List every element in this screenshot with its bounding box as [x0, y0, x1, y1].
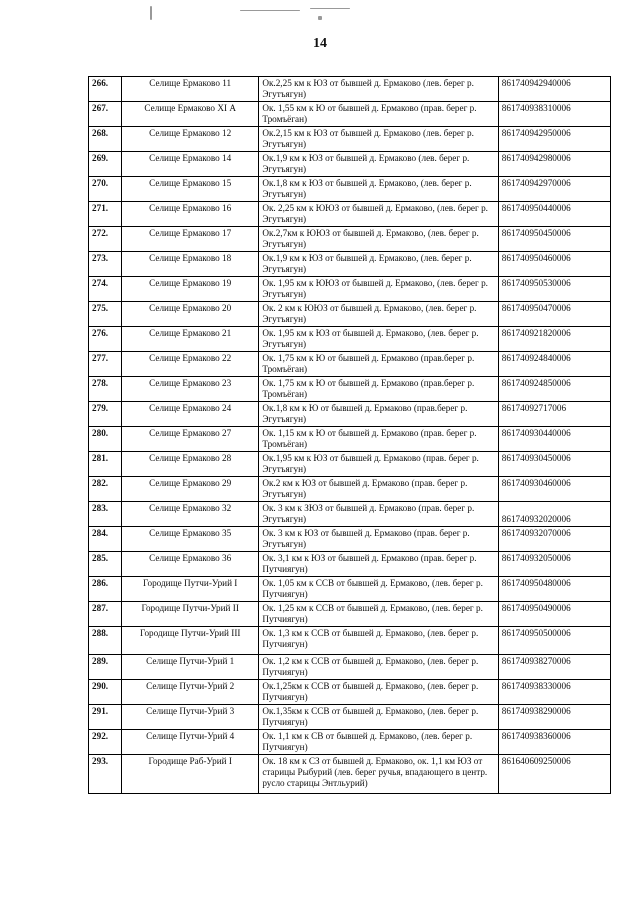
- registry-code: 861740950480006: [498, 577, 610, 602]
- location-description: Ок.1,8 км к ЮЗ от бывшей д. Ермаково, (лев. берег р. Эгутъягун): [259, 177, 498, 202]
- location-description: Ок. 1,15 км к Ю от бывшей д. Ермаково (прав. берег р. Тромъёган): [259, 427, 498, 452]
- monument-name: Селище Ермаково 32: [122, 502, 259, 527]
- row-number: 284.: [89, 527, 122, 552]
- table-row: [89, 102, 611, 127]
- table-row: [89, 252, 611, 277]
- monuments-table: [88, 76, 611, 794]
- table-row: [89, 427, 611, 452]
- monument-name: Селище Ермаково 14: [122, 152, 259, 177]
- table-row: [89, 627, 611, 655]
- location-description: Ок. 18 км к СЗ от бывшей д. Ермаково, ок. 1,1 км ЮЗ от старицы Рыбурий (лев. берег ручья, впадающего в центр. русло старицы Энтльурий): [259, 755, 498, 794]
- monument-name: Городище Раб-Урий I: [122, 755, 259, 794]
- registry-code: 861740924840006: [498, 352, 610, 377]
- table-row: [89, 327, 611, 352]
- row-number: 275.: [89, 302, 122, 327]
- location-description: Ок. 1,3 км к ССВ от бывшей д. Ермаково, (лев. берег р. Путчиягун): [259, 627, 498, 655]
- registry-code: 861740932020006: [498, 502, 610, 527]
- row-number: 290.: [89, 680, 122, 705]
- row-number: 283.: [89, 502, 122, 527]
- monument-name: Селище Путчи-Урий 3: [122, 705, 259, 730]
- location-description: Ок.1,9 км к ЮЗ от бывшей д. Ермаково, (лев. берег р. Эгутъягун): [259, 252, 498, 277]
- monuments-table-body: [89, 77, 611, 794]
- registry-code: 861740942980006: [498, 152, 610, 177]
- location-description: Ок.2,15 км к ЮЗ от бывшей д. Ермаково (лев. берег р. Эгутъягун): [259, 127, 498, 152]
- monument-name: Селище Ермаково 35: [122, 527, 259, 552]
- table-row: [89, 577, 611, 602]
- registry-code: 861740932070006: [498, 527, 610, 552]
- registry-code: 861740921820006: [498, 327, 610, 352]
- table-row: [89, 177, 611, 202]
- table-row: [89, 352, 611, 377]
- monument-name: Селище Ермаково 27: [122, 427, 259, 452]
- location-description: Ок.1,35км к ССВ от бывшей д. Ермаково, (лев. берег р. Путчиягун): [259, 705, 498, 730]
- row-number: 280.: [89, 427, 122, 452]
- monument-name: Селище Путчи-Урий 2: [122, 680, 259, 705]
- row-number: 287.: [89, 602, 122, 627]
- row-number: 281.: [89, 452, 122, 477]
- location-description: Ок. 1,55 км к Ю от бывшей д. Ермаково (прав. берег р. Тромъёган): [259, 102, 498, 127]
- row-number: 277.: [89, 352, 122, 377]
- table-row: [89, 202, 611, 227]
- location-description: Ок. 1,95 км к ЮЮЗ от бывшей д. Ермаково, (лев. берег р. Эгутъягун): [259, 277, 498, 302]
- registry-code: 861740950470006: [498, 302, 610, 327]
- table-row: [89, 152, 611, 177]
- row-number: 267.: [89, 102, 122, 127]
- row-number: 266.: [89, 77, 122, 102]
- table-row: [89, 302, 611, 327]
- table-row: [89, 227, 611, 252]
- table-row: [89, 277, 611, 302]
- row-number: 271.: [89, 202, 122, 227]
- table-row: [89, 477, 611, 502]
- table-row: [89, 527, 611, 552]
- row-number: 276.: [89, 327, 122, 352]
- registry-code: 861740950530006: [498, 277, 610, 302]
- registry-code: 86174092717006: [498, 402, 610, 427]
- table-row: [89, 127, 611, 152]
- registry-code: 861740938330006: [498, 680, 610, 705]
- location-description: Ок. 1,25 км к ССВ от бывшей д. Ермаково, (лев. берег р. Путчиягун): [259, 602, 498, 627]
- registry-code: 861640609250006: [498, 755, 610, 794]
- monument-name: Селище Ермаково 24: [122, 402, 259, 427]
- location-description: Ок.2 км к ЮЗ от бывшей д. Ермаково (прав. берег р. Эгутъягун): [259, 477, 498, 502]
- monument-name: Городище Путчи-Урий I: [122, 577, 259, 602]
- location-description: Ок. 1,1 км к СВ от бывшей д. Ермаково, (лев. берег р. Путчиягун): [259, 730, 498, 755]
- monument-name: Селище Ермаково 11: [122, 77, 259, 102]
- registry-code: 861740938310006: [498, 102, 610, 127]
- scan-artifact: [150, 2, 360, 24]
- monument-name: Селище Ермаково 21: [122, 327, 259, 352]
- row-number: 269.: [89, 152, 122, 177]
- table-row: [89, 655, 611, 680]
- location-description: Ок.1,95 км к ЮЗ от бывшей д. Ермаково (прав. берег р. Эгутъягун): [259, 452, 498, 477]
- table-row: [89, 402, 611, 427]
- monument-name: Селище Ермаково 16: [122, 202, 259, 227]
- location-description: Ок.1,8 км к Ю от бывшей д. Ермаково (прав.берег р. Эгутъягун): [259, 402, 498, 427]
- location-description: Ок. 1,95 км к ЮЗ от бывшей д. Ермаково, (лев. берег р. Эгутъягун): [259, 327, 498, 352]
- table-row: [89, 680, 611, 705]
- table-row: [89, 602, 611, 627]
- registry-code: 861740930450006: [498, 452, 610, 477]
- registry-code: 861740942950006: [498, 127, 610, 152]
- registry-code: 861740932050006: [498, 552, 610, 577]
- row-number: 288.: [89, 627, 122, 655]
- row-number: 282.: [89, 477, 122, 502]
- table-row: [89, 502, 611, 527]
- location-description: Ок. 2 км к ЮЮЗ от бывшей д. Ермаково, (лев. берег р. Эгутъягун): [259, 302, 498, 327]
- page-number: 14: [313, 36, 327, 51]
- row-number: 292.: [89, 730, 122, 755]
- location-description: Ок.1,25км к ССВ от бывшей д. Ермаково, (лев. берег р. Путчиягун): [259, 680, 498, 705]
- registry-code: 861740950450006: [498, 227, 610, 252]
- row-number: 273.: [89, 252, 122, 277]
- registry-code: 861740938290006: [498, 705, 610, 730]
- registry-code: 861740950460006: [498, 252, 610, 277]
- location-description: Ок. 3,1 км к ЮЗ от бывшей д. Ермаково (прав. берег р. Путчиягун): [259, 552, 498, 577]
- location-description: Ок. 1,2 км к ССВ от бывшей д. Ермаково, (лев. берег р. Путчиягун): [259, 655, 498, 680]
- table-row: [89, 730, 611, 755]
- location-description: Ок. 2,25 км к ЮЮЗ от бывшей д. Ермаково, (лев. берег р. Эгутъягун): [259, 202, 498, 227]
- registry-code: 861740950490006: [498, 602, 610, 627]
- location-description: Ок. 1,75 км к Ю от бывшей д. Ермаково (прав.берег р. Тромъёган): [259, 352, 498, 377]
- monument-name: Селище Ермаково 19: [122, 277, 259, 302]
- table-row: [89, 705, 611, 730]
- monument-name: Селище Ермаково 36: [122, 552, 259, 577]
- row-number: 278.: [89, 377, 122, 402]
- registry-code: 861740950500006: [498, 627, 610, 655]
- row-number: 289.: [89, 655, 122, 680]
- monument-name: Селище Ермаково 23: [122, 377, 259, 402]
- registry-code: 861740942970006: [498, 177, 610, 202]
- registry-code: 861740942940006: [498, 77, 610, 102]
- row-number: 270.: [89, 177, 122, 202]
- monument-name: Селище Ермаково XI А: [122, 102, 259, 127]
- monument-name: Городище Путчи-Урий II: [122, 602, 259, 627]
- location-description: Ок.2,25 км к ЮЗ от бывшей д. Ермаково (лев. берег р. Эгутъягун): [259, 77, 498, 102]
- table-row: [89, 77, 611, 102]
- registry-code: 861740930460006: [498, 477, 610, 502]
- monument-name: Селище Ермаково 22: [122, 352, 259, 377]
- row-number: 272.: [89, 227, 122, 252]
- location-description: Ок. 3 км к ЮЗ от бывшей д. Ермаково (прав. берег р. Эгутъягун): [259, 527, 498, 552]
- monument-name: Селище Ермаково 18: [122, 252, 259, 277]
- monument-name: Селище Ермаково 15: [122, 177, 259, 202]
- table-row: [89, 452, 611, 477]
- monument-name: Городище Путчи-Урий III: [122, 627, 259, 655]
- monument-name: Селище Ермаково 29: [122, 477, 259, 502]
- registry-code: 861740938270006: [498, 655, 610, 680]
- location-description: Ок. 3 км к ЗЮЗ от бывшей д. Ермаково (прав. берег р. Эгутъягун): [259, 502, 498, 527]
- row-number: 285.: [89, 552, 122, 577]
- table-row: [89, 377, 611, 402]
- row-number: 279.: [89, 402, 122, 427]
- location-description: Ок.2,7км к ЮЮЗ от бывшей д. Ермаково, (лев. берег р. Эгутъягун): [259, 227, 498, 252]
- table-row: [89, 755, 611, 794]
- registry-code: 861740938360006: [498, 730, 610, 755]
- location-description: Ок. 1,05 км к ССВ от бывшей д. Ермаково, (лев. берег р. Путчиягун): [259, 577, 498, 602]
- registry-code: 861740924850006: [498, 377, 610, 402]
- monument-name: Селище Ермаково 12: [122, 127, 259, 152]
- registry-code: 861740930440006: [498, 427, 610, 452]
- location-description: Ок. 1,75 км к Ю от бывшей д. Ермаково (прав.берег р. Тромъёган): [259, 377, 498, 402]
- location-description: Ок.1,9 км к ЮЗ от бывшей д. Ермаково (лев. берег р. Эгутъягун): [259, 152, 498, 177]
- registry-code: 861740950440006: [498, 202, 610, 227]
- monument-name: Селище Ермаково 28: [122, 452, 259, 477]
- monument-name: Селище Ермаково 17: [122, 227, 259, 252]
- monument-name: Селище Путчи-Урий 1: [122, 655, 259, 680]
- monument-name: Селище Ермаково 20: [122, 302, 259, 327]
- row-number: 268.: [89, 127, 122, 152]
- table-row: [89, 552, 611, 577]
- row-number: 291.: [89, 705, 122, 730]
- row-number: 274.: [89, 277, 122, 302]
- row-number: 293.: [89, 755, 122, 794]
- row-number: 286.: [89, 577, 122, 602]
- monument-name: Селище Путчи-Урий 4: [122, 730, 259, 755]
